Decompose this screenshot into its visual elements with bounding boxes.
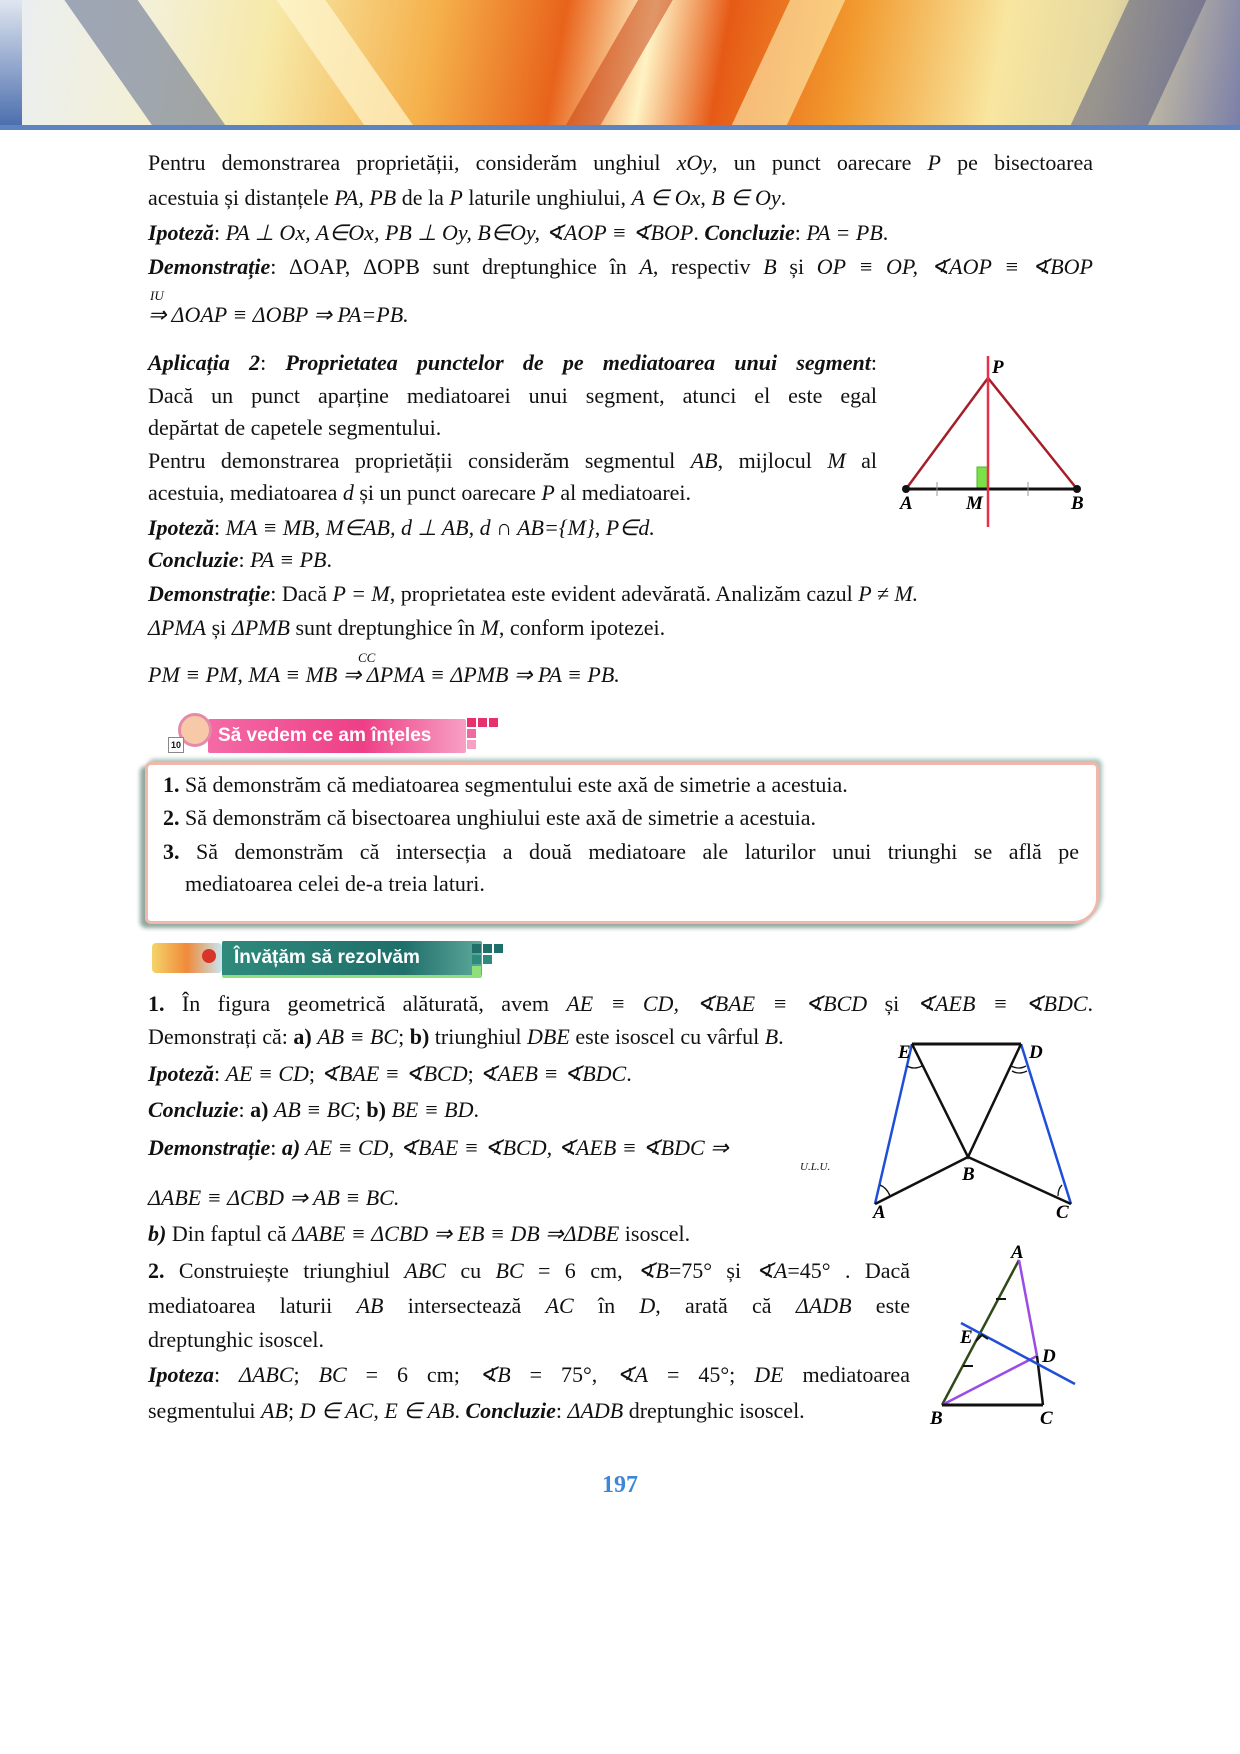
text-run: , arată că [655,1293,796,1318]
text-run: , respectiv [652,254,764,279]
text-run: a) [250,1097,269,1122]
text-run: ∢A [616,1362,649,1387]
text-run: P [449,185,463,210]
point-b [1073,485,1081,493]
text-run: = 45°; [648,1362,755,1387]
text-run: ABC [404,1258,446,1283]
text-run: Demonstrați că: [148,1024,294,1049]
text-run: , un punct oarecare [712,150,928,175]
text-run: ; [467,1061,480,1086]
text-run: = 6 cm; [346,1362,479,1387]
text-run: OP ≡ OP, ∢AOP ≡ ∢BOP [816,254,1093,279]
label-e: E [898,1042,911,1063]
perpendicular-bisector-figure [899,356,1084,527]
text-run: Aplicația 2 [148,350,261,375]
text-run: și un punct oarecare [353,480,542,505]
text-run: și [867,991,917,1016]
text-run: : [238,547,251,572]
text-run: ; [354,1097,367,1122]
text-run: Să demonstrăm că bisectoarea unghiului este axă de simetrie a acestuia. [179,805,817,830]
text-run: ∢B [478,1362,511,1387]
text-run: xOy [676,150,713,175]
text-run: : [238,1097,251,1122]
hypothesis-conclusion-line [148,1394,1093,1428]
deco-square [478,718,487,727]
text-run: : [870,350,877,375]
text-run: acestuia și distanțele [148,185,335,210]
text-run: ΔADB [567,1398,624,1423]
label-p: P [992,357,1004,378]
text-run: Ipoteză [148,1061,214,1086]
label-a: A [873,1202,886,1223]
text-run: ΔPMA [148,615,207,640]
text-run: acestuia, mediatoarea [148,480,343,505]
text-run: este isoscel cu vârful [569,1024,765,1049]
text-run: , mijlocul [717,448,828,473]
text-run: laturile unghiului, [462,185,632,210]
text-run: : Dacă [270,581,333,606]
text-run: = 75°, [510,1362,617,1387]
exercise-item [163,801,1083,835]
text-run: Pentru demonstrarea proprietății considerăm segmentul [148,448,691,473]
section-title: Să vedem ce am înțeles [218,725,432,746]
text-run: . [626,1061,632,1086]
text-run: Proprietatea punctelor de pe mediatoarea unui segment [285,350,871,375]
text-run: În figura geometrică alăturată, avem [164,991,567,1016]
proof-line [148,1217,1093,1251]
point-a [902,485,910,493]
text-run: : [794,220,807,245]
text-run: P = M [332,581,390,606]
exercise-item [163,835,1079,869]
text-run: A ∈ Ox [631,185,701,210]
text-run: b) [366,1097,386,1122]
text-run: și [206,615,232,640]
text-run: 2. [148,1258,165,1283]
text-run: B ∈ Oy [711,185,781,210]
text-run: ∢BAE ≡ ∢BCD [320,1061,468,1086]
text-run: : [260,350,286,375]
text-run: ∢B [636,1258,669,1283]
text-run: , [373,1398,385,1423]
text-run: BC [495,1258,524,1283]
label-c: C [1056,1202,1069,1223]
label-d: D [1042,1346,1056,1367]
mascot-head [202,949,216,963]
segment-ad [1019,1260,1037,1356]
text-run: ; [398,1024,410,1049]
text-run: : [214,515,226,540]
text-run: E ∈ AB [384,1398,455,1423]
text-run: AB ≡ BC [317,1024,399,1049]
deco-square [467,729,476,738]
text-run: P [927,150,941,175]
text-run: pe bisectoarea [940,150,1094,175]
text-run: și [776,254,817,279]
text-run: ΔADB [795,1293,852,1318]
text-run: AE ≡ CD [225,1061,309,1086]
text-run: ΔABC [239,1362,294,1387]
text-run: dreptunghic isoscel. [148,1327,324,1352]
text-run: BC [318,1362,347,1387]
label-b: B [930,1408,943,1429]
text-run: D ∈ AC [299,1398,374,1423]
text-run: A [639,254,653,279]
text-run: AB [690,448,718,473]
text-run: Demonstrație [148,1135,271,1160]
problem-statement [148,1289,910,1323]
text-run: PM ≡ PM, MA ≡ MB ⇒ ΔPMA ≡ ΔPMB ⇒ PA ≡ PB. [148,662,620,687]
text-run: . [1087,991,1094,1016]
text-run: a) [281,1135,301,1160]
text-run: : [214,1362,240,1387]
text-run: , proprietatea este evident adevărată. Analizăm cazul [389,581,859,606]
text-run: ∢A [755,1258,788,1283]
text-run: al [845,448,877,473]
label-a: A [900,493,913,514]
text-run: , [700,185,712,210]
problem-statement [148,987,1093,1021]
segment-pb [988,378,1077,489]
text-run: P [541,480,555,505]
text-run: Să demonstrăm că intersecția a două mediatoare ale laturilor unui triunghi se află pe [179,839,1079,864]
text-run: Dacă un punct aparține mediatoarei unui segment, atunci el este egal [148,383,877,408]
text-run: ; [293,1362,319,1387]
deco-square [467,718,476,727]
text-run: : [214,220,226,245]
right-angle-marker [977,467,988,489]
text-run: al mediatoarei. [554,480,692,505]
text-run: : [270,1135,282,1160]
deco-square [467,740,476,749]
text-run: PA, PB [334,185,397,210]
hypothesis-line [148,1057,1093,1091]
text-run: = 6 cm, [523,1258,637,1283]
congruence-case-label: U.L.U. [800,1161,831,1173]
deco-square [483,955,492,964]
text-run: ΔABE ≡ ΔCBD ⇒ EB ≡ DB ⇒ΔDBE [292,1221,620,1246]
exercise-item [163,768,1083,802]
text-run: PA ≡ PB [250,547,327,572]
text-run: . [454,1398,466,1423]
text-run: B [763,254,777,279]
label-d: D [1029,1042,1043,1063]
text-run: M [480,615,499,640]
text-run: Concluzie [148,547,239,572]
text-run: depărtat de capetele segmentului. [148,415,442,440]
text-run: PA = PB [806,220,883,245]
text-run: în [573,1293,640,1318]
text-run: . [780,185,787,210]
label-a: A [1011,1242,1024,1263]
problem-statement [148,1323,910,1357]
text-run: . [882,220,889,245]
text-run: Construiește triunghiul [164,1258,405,1283]
deco-square [494,944,503,953]
congruence-case-label: CC [358,650,376,665]
text-run: Ipoteză [148,220,214,245]
text-run: este [851,1293,911,1318]
text-run: =75° și [668,1258,756,1283]
text-run: Ipoteza [148,1362,214,1387]
label-m: M [966,493,983,514]
text-run: D [639,1293,656,1318]
text-run: MA ≡ MB, M∈AB, d ⊥ AB, d ∩ AB={M}, P∈d. [225,515,655,540]
text-run: =45° . Dacă [787,1258,911,1283]
text-run: B [764,1024,779,1049]
text-run: mediatoarea laturii [148,1293,357,1318]
text-run: isoscel. [619,1221,691,1246]
text-run: . [473,1097,480,1122]
text-run: ΔABE ≡ ΔCBD ⇒ AB ≡ BC. [148,1185,400,1210]
problem-statement [148,1020,1093,1054]
text-run: ; [308,1061,321,1086]
text-run: : ΔOAP, ΔOPB sunt dreptunghice în [270,254,640,279]
text-run: Demonstrație [148,254,271,279]
text-run: . [326,547,332,572]
label-b: B [1071,493,1084,514]
text-run: P ≠ M. [858,581,919,606]
label-e: E [960,1327,973,1348]
text-run: BE ≡ BD [391,1097,474,1122]
congruence-case-label: IU [150,288,164,303]
text-run: ; [287,1398,300,1423]
text-run: AB [356,1293,384,1318]
conclusion-line [148,1093,1093,1127]
text-run: Pentru demonstrarea proprietății, considerăm unghiul [148,150,677,175]
text-run: 1. [148,991,165,1016]
text-run: M [827,448,846,473]
deco-square [472,955,481,964]
text-run: mediatoarea celei de-a treia laturi. [185,871,485,896]
text-run: AB [261,1398,288,1423]
label-c: C [1040,1408,1053,1429]
text-run: ΔPMB [231,615,290,640]
section-header-solve [152,935,522,975]
page-number: 197 [602,1472,638,1498]
section-header-understood [160,713,510,753]
section-title: Învățăm să rezolvăm [234,947,420,968]
calendar-badge: 10 [168,737,184,753]
text-run: de la [396,185,450,210]
text-run: cu [445,1258,496,1283]
text-run: b) [148,1221,167,1246]
text-run: triunghiul [429,1024,528,1049]
text-run: segmentului [148,1398,262,1423]
segment-pa [906,378,988,489]
text-run: ∢AEB ≡ ∢BDC [916,991,1088,1016]
text-run: DBE [527,1024,570,1049]
text-run: : [214,1061,226,1086]
hypothesis-line [148,1358,910,1392]
proof-line [148,1181,1093,1215]
text-run: ⇒ ΔOAP ≡ ΔOBP ⇒ PA=PB. [148,302,409,327]
text-run: . [778,1024,784,1049]
text-run: PA ⊥ Ox, A∈Ox, PB ⊥ Oy, B∈Oy, ∢AOP ≡ ∢BOP [225,220,694,245]
text-run: AB ≡ BC [273,1097,355,1122]
text-run: Concluzie [148,1097,239,1122]
label-b: B [962,1164,975,1185]
text-run: 1. [163,772,180,797]
text-run: 3. [163,839,180,864]
text-run: d [342,480,354,505]
text-run: Să demonstrăm că mediatoarea segmentului este axă de simetrie a acestuia. [179,772,848,797]
text-run: AE ≡ CD, ∢BAE ≡ ∢BCD, ∢AEB ≡ ∢BDC ⇒ [300,1135,729,1160]
mediator-de [961,1323,1075,1384]
text-run: b) [409,1024,430,1049]
text-run: Demonstrație [148,581,271,606]
text-run: Ipoteză [148,515,214,540]
text-run: Din faptul că [166,1221,293,1246]
deco-square [489,718,498,727]
text-run: AC [545,1293,574,1318]
text-run: sunt dreptunghice în [289,615,481,640]
text-run: ∢AEB ≡ ∢BDC [479,1061,627,1086]
text-run: mediatoarea [783,1362,910,1387]
text-run: intersectează [383,1293,546,1318]
text-run: : [555,1398,568,1423]
exercise-item-continuation [185,867,1085,901]
text-run: AE ≡ CD, ∢BAE ≡ ∢BCD [566,991,868,1016]
text-run: Concluzie [704,220,795,245]
problem-statement [148,1254,910,1288]
text-run: . [693,220,705,245]
text-run: a) [293,1024,312,1049]
proof-line [148,1131,1093,1165]
text-run: 2. [163,805,180,830]
text-run: , conform ipotezei. [498,615,666,640]
text-run: Concluzie [465,1398,556,1423]
deco-square [483,944,492,953]
text-run: dreptunghic isoscel. [623,1398,805,1423]
text-run: DE [754,1362,784,1387]
deco-square [472,966,481,975]
deco-square [472,944,481,953]
